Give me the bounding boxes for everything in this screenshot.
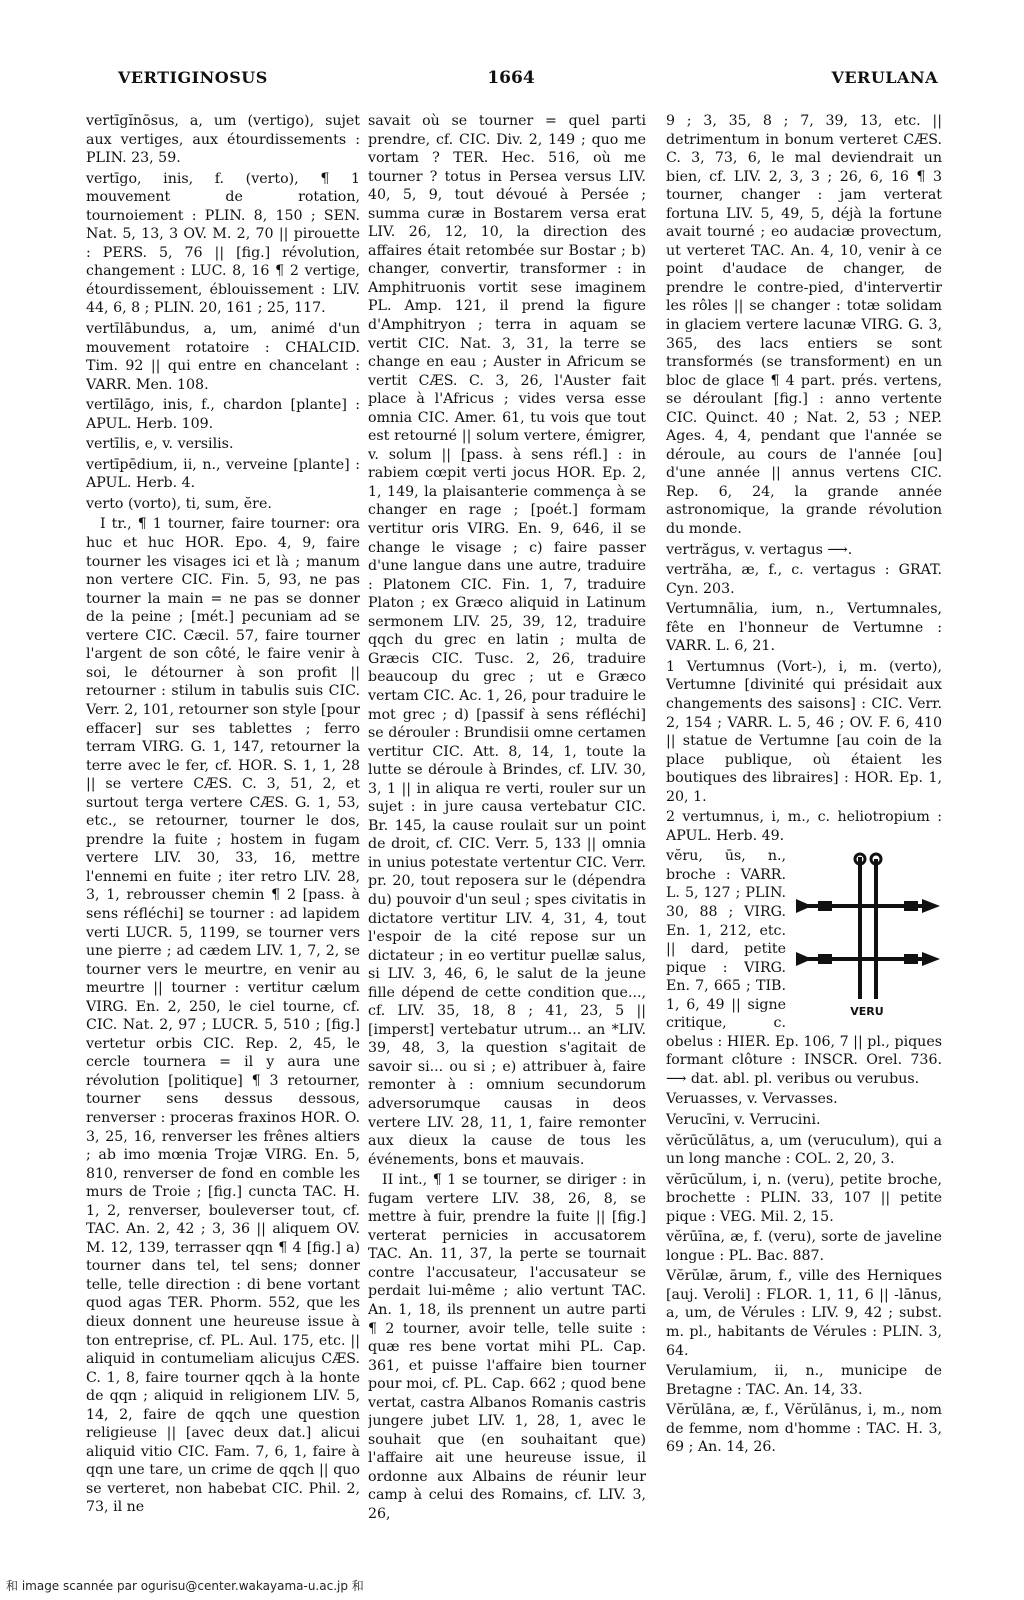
entry: vertīlābundus, a, um, animé d'un mouvement rotatoire : CHALCID. Tim. 92 || qui entre en chancelant : VARR. Men. 108. (86, 321, 360, 393)
entry: vertīpēdium, ii, n., verveine [plante] : APUL. Herb. 4. (86, 456, 360, 492)
entry: vertīlis, e, v. versilis. (86, 436, 234, 453)
column-2 (368, 112, 646, 1567)
entry: Verucīni, v. Verrucini. (666, 1111, 821, 1128)
entry: vĕrūcŭlum, i, n. (veru), petite broche, brochette : PLIN. 33, 107 || petite pique : VEG. Mil. 2, 15. (666, 1171, 942, 1225)
entry: vertīgo, inis, f. (verto), ¶ 1 mouvement de rotation, tournoiement : PLIN. 8, 150 ; SEN. Nat. 5, 13, 3 OV. M. 2, 70 || pirouette : PERS. 5, 76 || [fig.] révolution, changement : LUC. 8, 16 ¶ 2 vertige, étourdissement, éblouissement : LIV. 44, 6, 8 ; PLIN. 20, 161 ; 25, 117. (86, 170, 360, 317)
entry: verto (vorto), ti, sum, ĕre. (86, 495, 272, 512)
header-right-guideword: VERULANA (831, 68, 938, 87)
entry: 2 vertumnus, i, m., c. heliotropium : APUL. Herb. 49. (666, 809, 942, 844)
column-1 (86, 112, 360, 1567)
entry: Vĕrŭlāna, æ, f., Vĕrŭlānus, i, m., nom de femme, nom d'homme : TAC. H. 3, 69 ; An. 14, 26. (666, 1402, 942, 1456)
entry: vertrăha, æ, f., c. vertagus : GRAT. Cyn. 203. (666, 562, 942, 597)
entry: Vertumnālia, ium, n., Vertumnales, fête en l'honneur de Vertumne : VARR. L. 6, 21. (666, 601, 942, 655)
entry: 9 ; 3, 35, 8 ; 7, 39, 13, etc. || detrimentum in bonum verteret CÆS. C. 3, 73, 6, le mal deviendrait un bien, cf. LIV. 2, 3, 3 ; 26, 6, 16 ¶ 3 tourner, changer : jam verterat fortuna LIV. 5, 49, 5, déjà la fortune avait tourné ; eo audaciæ provectum, ut verteret TAC. An. 4, 10, venir à ce point d'audace de changer, de prendre le contre-pied, d'intervertir les rôles || se changer : totæ solidam in glaciem vertere lacunæ VIRG. G. 3, 365, des lacs entiers se sont transformés (se transforment) en un bloc de glace ¶ 4 part. prés. vertens, se déroulant [fig.] : anno vertente CIC. Quinct. 40 ; Nat. 2, 53 ; NEP. Ages. 4, 4, pendant que l'année se déroule, au cours de l'année [ou] d'une année || annus vertens CIC. Rep. 6, 24, la grande année astronomique, la grande révolution du monde. (666, 113, 942, 538)
entry: vĕrūcŭlātus, a, um (veruculum), qui a un long manche : COL. 2, 20, 3. (666, 1132, 942, 1168)
entry: vertīgĭnōsus, a, um (vertigo), sujet aux vertiges, aux étourdissements : PLIN. 23, 59. (86, 113, 360, 167)
entry: Verulamium, ii, n., municipe de Bretagne : TAC. An. 14, 33. (666, 1363, 942, 1398)
entry: savait où se tourner = quel parti prendre, cf. CIC. Div. 2, 149 ; quo me vortam ? TER. Hec. 516, où me tourner ? totus in Persea versus LIV. 40, 5, 9, tout dévoué à Persée ; summa curæ in Bostarem versa erat LIV. 26, 12, 10, la direction des affaires était retombée sur Bostar ; b) changer, convertir, transformer : in Amphitruonis vortit sese imaginem PL. Amp. 121, il prend la figure d'Amphitryon ; terra in aquam se vertit CIC. Nat. 3, 31, la terre se change en eau ; Auster in Africum se vertit CÆS. C. 3, 26, l'Auster fait place à l'Africus ; vides versa esse omnia CIC. Amer. 61, tu vois que tout est retourné || solum vertere, émigrer, v. solum || [pass. à sens réfl.] : in rabiem cœpit verti jocus HOR. Ep. 2, 1, 149, la plaisanterie commença à se changer en rage ; [poét.] formam vertitur oris VIRG. En. 9, 646, il se change le visage ; c) faire passer d'une langue dans une autre, traduire : Platonem CIC. Fin. 1, 7, traduire Platon ; ex Græco aliquid in Latinum sermonem LIV. 25, 39, 12, traduire qqch du grec en latin ; multa de Græcis CIC. Tusc. 2, 26, traduire beaucoup du grec ; ut e Græco vertam CIC. Ac. 1, 26, pour traduire le mot grec ; d) [passif à sens réfléchi] se dérouler : Brundisii omne certamen vertitur CIC. Att. 8, 14, 1, toute la lutte se déroule à Brindes, cf. LIV. 30, 3, 1 || in aliqua re verti, rouler sur un sujet : in jure causa vertebatur CIC. Br. 145, la cause roulait sur un point de droit, cf. CIC. Verr. 5, 133 || omnia in unius potestate vertentur CIC. Verr. pr. 20, tout reposera sur le (dépendra du) pouvoir d'un seul ; spes civitatis in dictatore vertitur LIV. 4, 31, 4, tout l'espoir de la cité repose sur un dictateur ; in eo vertitur puellæ salus, si LIV. 3, 46, 6, le salut de la jeune fille dépend de cette condition que..., cf. LIV. 35, 18, 8 ; 41, 23, 5 || [imperst] vertebatur utrum... an *LIV. 39, 48, 3, la question s'agitait de savoir si... ou si ; e) attribuer à, faire remonter à : omnium secundorum adversorumque causas in deos vertere LIV. 28, 11, 1, faire remonter aux dieux la cause de tous les événements, bons et mauvais. (368, 113, 646, 1168)
entry: II int., ¶ 1 se tourner, se diriger : in fugam vertere LIV. 38, 26, 8, se mettre à fuir, prendre la fuite || [fig.] verterat pernicies in accusatorem TAC. An. 11, 37, la perte se tournait contre l'accusateur, l'accusateur se perdait lui-même ; alio vertunt TAC. An. 1, 18, ils prennent un autre parti ¶ 2 tourner, avoir telle, telle suite : quæ res bene vortat mihi PL. Cap. 361, et puisse l'affaire bien tourner pour moi, cf. PL. Cap. 662 ; quod bene vertat, castra Albanos Romanis castris jungere jubet LIV. 1, 28, 1, avec le souhait que (en souhaitant que) l'affaire ait une heureuse issue, il ordonne aux Albains de réunir leur camp à celui des Romains, cf. LIV. 3, 26, (368, 1172, 646, 1523)
figure-caption: VERU (850, 1004, 884, 1018)
column-3 (666, 112, 942, 1567)
page-header (84, 68, 938, 92)
veru-icon (792, 851, 942, 1003)
entry: Veruasses, v. Vervasses. (666, 1091, 838, 1108)
entry: I tr., ¶ 1 tourner, faire tourner: ora huc et huc HOR. Epo. 4, 9, faire tourner les visages ici et là ; manum non vertere CIC. Fin. 5, 93, ne pas tourner la main = ne pas se donner de la peine ; [mét.] pecuniam ad se vertere CIC. Cæcil. 57, faire tourner l'argent de son côté, le faire venir à soi, le détourner à son profit || retourner : stilum in tabulis suis CIC. Verr. 2, 101, retourner son style [pour effacer] sur ses tablettes ; ferro terram VIRG. G. 1, 147, retourner la terre avec le fer, cf. HOR. S. 1, 1, 28 || se vertere CÆS. C. 3, 51, 2, et surtout terga vertere CÆS. G. 1, 53, etc., se retourner, tourner le dos, prendre la fuite ; hostem in fugam vertere LIV. 30, 33, 16, mettre l'ennemi en fuite ; iter retro LIV. 28, 3, 1, rebrousser chemin ¶ 2 [pass. à sens réfléchi] se tourner : ad lapidem verti LUCR. 5, 1199, se tourner vers une pierre ; ad cædem LIV. 1, 7, 2, se tourner vers le meurtre, en venir au meurtre || tourner : vertitur cælum VIRG. En. 2, 250, le ciel tourne, cf. CIC. Nat. 2, 97 ; LUCR. 5, 510 ; [fig.] vertetur orbis CIC. Rep. 2, 45, le cercle tournera = il y aura une révolution [politique] ¶ 3 retourner, tourner sens dessus dessous, renverser : proceras fraxinos HOR. O. 3, 25, 16, renverser les frênes altiers ; ab imo mœnia Trojæ VIRG. En. 5, 810, renverser de fond en comble les murs de Troie ; [fig.] cuncta TAC. H. 1, 2, renverser, bouleverser tout, cf. TAC. An. 2, 42 ; 3, 36 || aliquem OV. M. 12, 139, terrasser qqn ¶ 4 [fig.] a) tourner dans tel, tel sens; donner telle, telle direction : di bene vortant quod agas TER. Phorm. 552, que les dieux donnent une heureuse issue à ton entreprise, cf. PL. Aul. 175, etc. || aliquid in contumeliam alicujus CÆS. C. 1, 8, faire tourner qqch à la honte de qqn ; aliquid in religionem LIV. 5, 14, 2, faire de qqch une question religieuse || [avec deux dat.] alicui aliquid vitio CIC. Fam. 7, 6, 1, faire à qqn une tare, un crime de qqch || quo se verteret, non habebat CIC. Phil. 2, 73, il ne (86, 516, 360, 1516)
veru-illustration (792, 851, 942, 1021)
entry: vĕrūīna, æ, f. (veru), sorte de javeline longue : PL. Bac. 887. (666, 1229, 942, 1264)
scan-credit: 和 image scannée par ogurisu@center.wakayama-u.ac.jp 和 (6, 1579, 364, 1593)
entry: Vĕrŭlæ, ārum, f., ville des Herniques [auj. Veroli] : FLOR. 1, 11, 6 || -lānus, a, um, de Vérules : LIV. 9, 42 ; subst. m. pl., habitants de Vérules : PLIN. 3, 64. (666, 1268, 942, 1359)
entry: 1 Vertumnus (Vort-), i, m. (verto), Vertumne [divinité qui présidait aux changements des saisons] : CIC. Verr. 2, 154 ; VARR. L. 5, 46 ; OV. F. 6, 410 || statue de Vertumne [au coin de la place publique, où étaient les boutiques des libraires] : HOR. Ep. 1, 20, 1. (666, 658, 942, 805)
header-left-guideword: VERTIGINOSUS (118, 68, 268, 87)
entry: vertrăgus, v. vertagus ⟶. (666, 541, 853, 558)
page-number: 1664 (487, 68, 535, 88)
entry: vĕru, ūs, n., broche : VARR. L. 5, 127 ; PLIN. 30, 88 ; VIRG. En. 1, 212, etc. || dard, petite pique : VIRG. En. 7, 665 ; TIB. 1, 6, 49 || signe critique, c. obelus : HIER. Ep. 106, 7 || pl., piques formant clôture : INSCR. Orel. 736. ⟶ dat. abl. pl. veribus ou verubus. (666, 848, 942, 1087)
entry: vertīlāgo, inis, f., chardon [plante] : APUL. Herb. 109. (86, 397, 360, 432)
